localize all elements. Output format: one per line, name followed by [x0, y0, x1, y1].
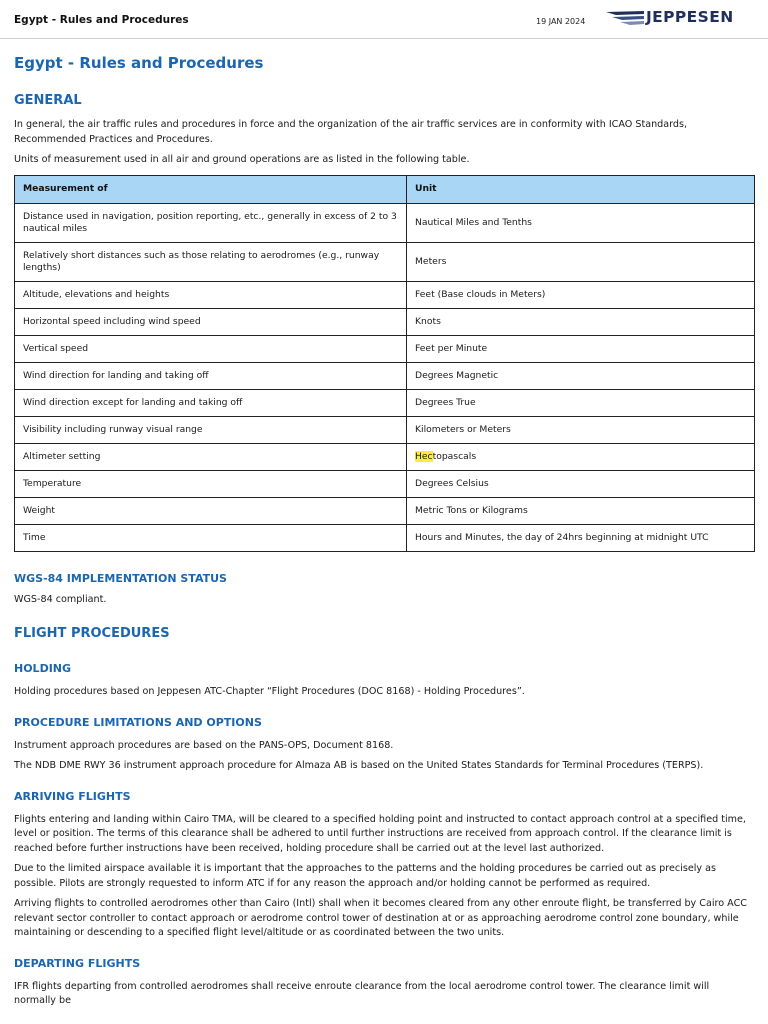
- measurement-cell: Vertical speed: [15, 335, 407, 362]
- header-title: Egypt - Rules and Procedures: [14, 14, 189, 26]
- jeppesen-swoosh-icon: [606, 10, 646, 28]
- unit-cell: Feet (Base clouds in Meters): [407, 281, 755, 308]
- section-heading-flight-procedures: FLIGHT PROCEDURES: [14, 626, 170, 641]
- subheading-procedure-limitations: PROCEDURE LIMITATIONS AND OPTIONS: [14, 715, 262, 729]
- measurement-cell: Distance used in navigation, position reporting, etc., generally in excess of 2 to 3 nautical miles: [15, 203, 407, 242]
- measurement-cell: Wind direction for landing and taking off: [15, 362, 407, 389]
- unit-cell: Kilometers or Meters: [407, 416, 755, 443]
- highlighted-text: Hec: [415, 450, 433, 462]
- unit-cell: Hours and Minutes, the day of 24hrs beginning at midnight UTC: [407, 524, 755, 551]
- unit-cell: Knots: [407, 308, 755, 335]
- limitations-paragraph-2: The NDB DME RWY 36 instrument approach procedure for Almaza AB is based on the United States Standards for Terminal Procedures (TERPS).: [14, 760, 704, 771]
- general-paragraph-2: Units of measurement used in all air and ground operations are as listed in the following table.: [14, 154, 470, 165]
- holding-text: Holding procedures based on Jeppesen ATC-Chapter “Flight Procedures (DOC 8168) - Holding Procedures”.: [14, 686, 525, 697]
- table-row: [15, 416, 755, 443]
- unit-cell: Meters: [407, 242, 755, 281]
- arriving-paragraph-3: Arriving flights to controlled aerodromes other than Cairo (Intl) shall when it becomes cleared from any other enroute flight, be transferred by Cairo ACC relevant sector controller to contact approach or aerodrome control tower of destination at or as approaching aerodrome control zone boundary, while maintaining or descending to a specified flight level/altitude or as coordinated between the two units.: [14, 898, 747, 938]
- table-row: [15, 203, 755, 242]
- table-row: [15, 470, 755, 497]
- measurement-cell: Wind direction except for landing and taking off: [15, 389, 407, 416]
- subheading-departing-flights: DEPARTING FLIGHTS: [14, 956, 141, 970]
- measurement-cell: Temperature: [15, 470, 407, 497]
- subheading-arriving-flights: ARRIVING FLIGHTS: [14, 789, 131, 803]
- limitations-paragraph-1: Instrument approach procedures are based on the PANS-OPS, Document 8168.: [14, 739, 394, 751]
- table-row: [15, 281, 755, 308]
- arriving-paragraph-2: Due to the limited airspace available it is important that the approaches to the patterns and the holding procedures be carried out as precisely as possible. Pilots are strongly requested to inform ATC if for any reason the approach and/or holding cannot be performed as required.: [14, 863, 717, 889]
- measurement-cell: Horizontal speed including wind speed: [15, 308, 407, 335]
- measurement-cell: Relatively short distances such as those relating to aerodromes (e.g., runway lengths): [15, 242, 407, 281]
- jeppesen-logo: [606, 8, 756, 30]
- table-row: [15, 443, 755, 470]
- measurement-cell: Time: [15, 524, 407, 551]
- unit-cell: Degrees True: [407, 389, 755, 416]
- units-table: [14, 175, 755, 552]
- table-row: [15, 524, 755, 551]
- header-date: 19 JAN 2024: [536, 17, 586, 26]
- subheading-holding: HOLDING: [14, 662, 72, 675]
- measurement-cell: Weight: [15, 497, 407, 524]
- table-header-row: [15, 175, 755, 203]
- logo-text: JEPPESEN: [646, 8, 734, 26]
- measurement-cell: Visibility including runway visual range: [15, 416, 407, 443]
- table-row: [15, 242, 755, 281]
- table-row: [15, 389, 755, 416]
- wgs84-text: WGS-84 compliant.: [14, 593, 107, 605]
- unit-cell: Feet per Minute: [407, 335, 755, 362]
- unit-cell: Metric Tons or Kilograms: [407, 497, 755, 524]
- page-title: Egypt - Rules and Procedures: [14, 54, 264, 72]
- column-header-unit: Unit: [407, 175, 755, 203]
- general-paragraph-1: In general, the air traffic rules and procedures in force and the organization of the air traffic services are in conformity with ICAO Standards, Recommended Practices and Procedures.: [14, 119, 688, 145]
- section-heading-wgs84: WGS-84 IMPLEMENTATION STATUS: [14, 571, 227, 585]
- table-row: [15, 362, 755, 389]
- unit-cell: [407, 443, 755, 470]
- header-divider: [0, 38, 768, 39]
- table-row: [15, 497, 755, 524]
- arriving-paragraph-1: Flights entering and landing within Cairo TMA, will be cleared to a specified holding point and instructed to contact approach control at a specified time, level or position. The terms of this clearance shall be adhered to until further instructions are received from approach control. If the clearance limit is reached before further instructions have been received, holding procedure shall be carried out at the level last authorized.: [14, 813, 746, 854]
- unit-cell: Nautical Miles and Tenths: [407, 203, 755, 242]
- measurement-cell: Altimeter setting: [15, 443, 407, 470]
- departing-paragraph-1: IFR flights departing from controlled aerodromes shall receive enroute clearance from the local aerodrome control tower. The clearance limit will normally be: [14, 980, 710, 1006]
- document-body: [14, 52, 754, 1009]
- unit-cell: Degrees Celsius: [407, 470, 755, 497]
- unit-cell: Degrees Magnetic: [407, 362, 755, 389]
- table-row: [15, 308, 755, 335]
- page-header: [0, 0, 768, 40]
- column-header-measurement: Measurement of: [15, 175, 407, 203]
- measurement-cell: Altitude, elevations and heights: [15, 281, 407, 308]
- section-heading-general: GENERAL: [14, 93, 82, 108]
- table-row: [15, 335, 755, 362]
- unit-text-rest: topascals: [432, 450, 477, 462]
